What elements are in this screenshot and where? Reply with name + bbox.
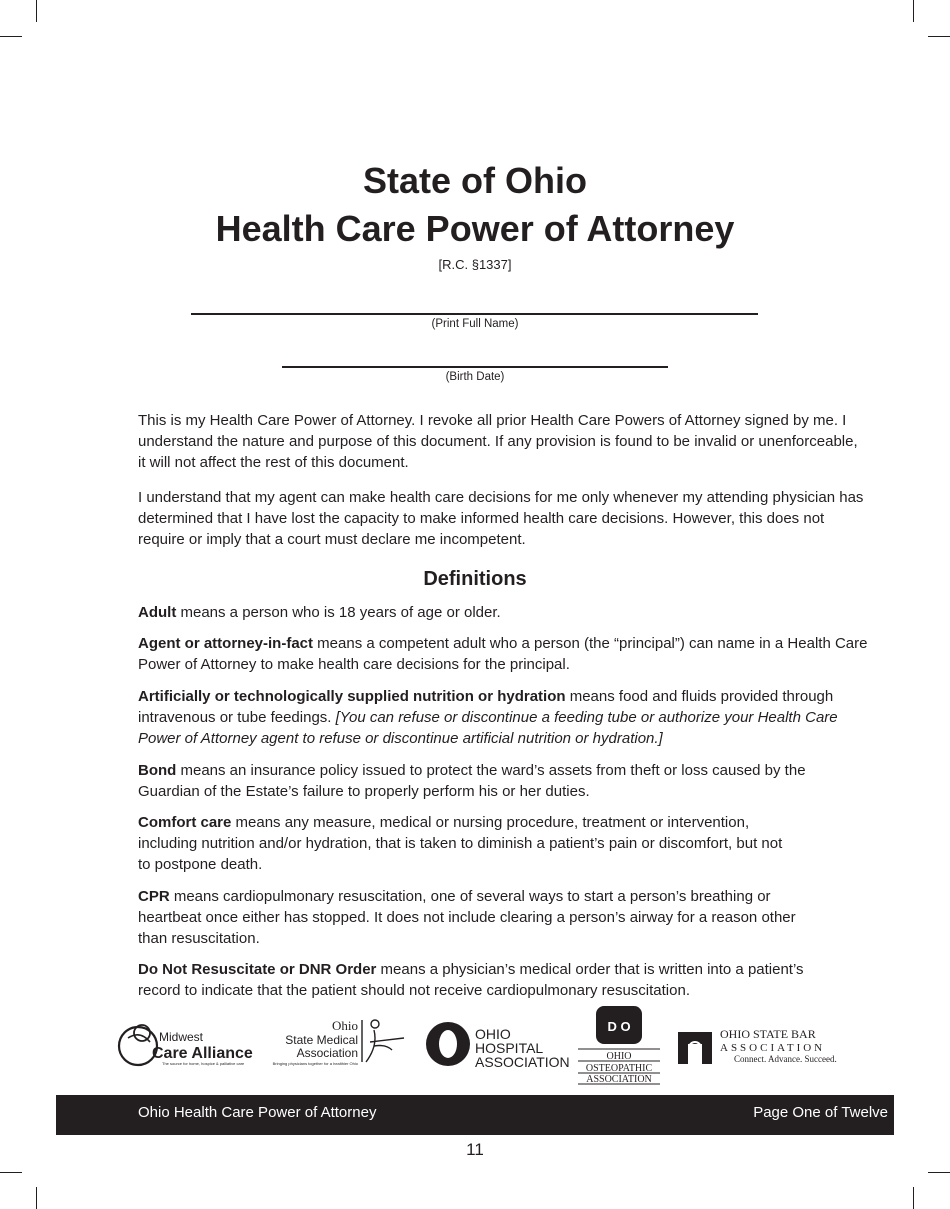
definition-text: means food and fluids provided through intravenous or tube feedings.	[138, 688, 834, 726]
full-name-caption: (Print Full Name)	[431, 318, 519, 330]
definition-term: Agent or attorney-in-fact	[138, 635, 314, 652]
osma-line1: Ohio	[332, 1018, 358, 1033]
definition-term: Comfort care	[138, 814, 232, 831]
definition-item	[138, 959, 818, 1001]
oha-line3: ASSOCIATION	[475, 1054, 570, 1070]
osma-tagline: Bringing physicians together for a healthier Ohio	[272, 1061, 358, 1066]
oha-line1: OHIO	[475, 1026, 511, 1042]
definition-item	[138, 602, 868, 623]
ohio-hospital-association-logo	[424, 1020, 570, 1070]
ooa-line1: OHIO	[606, 1051, 632, 1062]
definition-term: Adult	[138, 604, 177, 621]
crop-mark	[36, 1187, 37, 1209]
page-number: 11	[466, 1140, 484, 1159]
osba-line1: OHIO STATE BAR	[720, 1027, 816, 1041]
intro-paragraph: I understand that my agent can make health care decisions for me only whenever my attending physician has determined that I have lost the capacity to make informed health care decisions. However, this does not require or imply that a court must declare me incompetent.	[138, 489, 864, 548]
ohio-state-bar-association-logo	[676, 1024, 846, 1068]
midwest-line2: Care Alliance	[152, 1045, 253, 1062]
birth-date-caption: (Birth Date)	[445, 371, 505, 383]
statute-citation: [R.C. §1337]	[438, 257, 512, 272]
document-subtitle: Health Care Power of Attorney	[215, 208, 735, 249]
intro-paragraph: This is my Health Care Power of Attorney. I revoke all prior Health Care Powers of Attorney signed by me. I understand the nature and purpose of this document. If any provision is found to be invalid or unenforceable, it will not affect the rest of this document.	[138, 412, 858, 471]
crop-mark	[928, 36, 950, 37]
osma-line3: Association	[296, 1046, 358, 1060]
definition-item	[138, 812, 798, 875]
crop-mark	[913, 1187, 914, 1209]
definition-item	[138, 686, 862, 749]
definition-term: Bond	[138, 762, 177, 779]
definition-text: means any measure, medical or nursing procedure, treatment or intervention, including nutrition and/or hydration, that is taken to diminish a patient’s pain or discomfort, but not to postpone death.	[138, 814, 783, 873]
definition-item	[138, 760, 828, 802]
definition-text: means an insurance policy issued to protect the ward’s assets from theft or loss caused by the Guardian of the Estate’s failure to properly perform his or her duties.	[138, 762, 806, 800]
footer-page-label: Page One of Twelve	[753, 1104, 888, 1121]
midwest-care-alliance-logo	[116, 1018, 266, 1070]
footer-document-title: Ohio Health Care Power of Attorney	[138, 1104, 377, 1121]
crop-mark	[36, 0, 37, 22]
ooa-emblem-letters: D O	[607, 1019, 631, 1034]
sponsor-logos	[110, 1004, 850, 1088]
birth-date-line[interactable]	[282, 366, 668, 368]
osma-line2: State Medical	[285, 1033, 358, 1047]
definition-text: means a competent adult who a person (the “principal”) can name in a Health Care Power of Attorney to make health care decisions for the principal.	[138, 635, 868, 673]
definitions-heading: Definitions	[423, 568, 527, 590]
definition-text: means a physician’s medical order that is written into a patient’s record to indicate that the patient should not receive cardiopulmonary resuscitation.	[138, 961, 804, 999]
document-title: State of Ohio	[363, 160, 587, 201]
ooa-line2: OSTEOPATHIC	[585, 1063, 653, 1074]
definition-text: means cardiopulmonary resuscitation, one of several ways to start a person’s breathing or heartbeat once either has stopped. It does not include clearing a person’s airway for a reason other than resuscitation.	[138, 888, 796, 947]
ohio-state-medical-association-logo	[272, 1016, 412, 1072]
ohio-osteopathic-association-logo	[576, 1004, 662, 1086]
ooa-line3: ASSOCIATION	[586, 1074, 652, 1085]
full-name-line[interactable]	[191, 313, 758, 315]
definition-item	[138, 633, 868, 675]
midwest-tagline: The source for home, hospice & palliative care	[162, 1061, 245, 1066]
definition-text: means a person who is 18 years of age or older.	[176, 604, 501, 621]
definition-term: Artificially or technologically supplied nutrition or hydration	[138, 688, 566, 705]
osba-tagline: Connect. Advance. Succeed.	[734, 1054, 837, 1064]
footer-bar	[56, 1095, 894, 1135]
definition-term: CPR	[138, 888, 170, 905]
crop-mark	[0, 36, 22, 37]
crop-mark	[913, 0, 914, 22]
osba-line2: ASSOCIATION	[720, 1042, 826, 1054]
midwest-line1: Midwest	[159, 1030, 204, 1044]
definition-item	[138, 886, 818, 949]
crop-mark	[0, 1172, 22, 1173]
crop-mark	[928, 1172, 950, 1173]
oha-line2: HOSPITAL	[475, 1040, 544, 1056]
definition-note: [You can refuse or discontinue a feeding tube or authorize your Health Care Power of Attorney agent to refuse or discontinue artificial nutrition or hydration.]	[138, 709, 838, 747]
definition-term: Do Not Resuscitate or DNR Order	[138, 961, 377, 978]
